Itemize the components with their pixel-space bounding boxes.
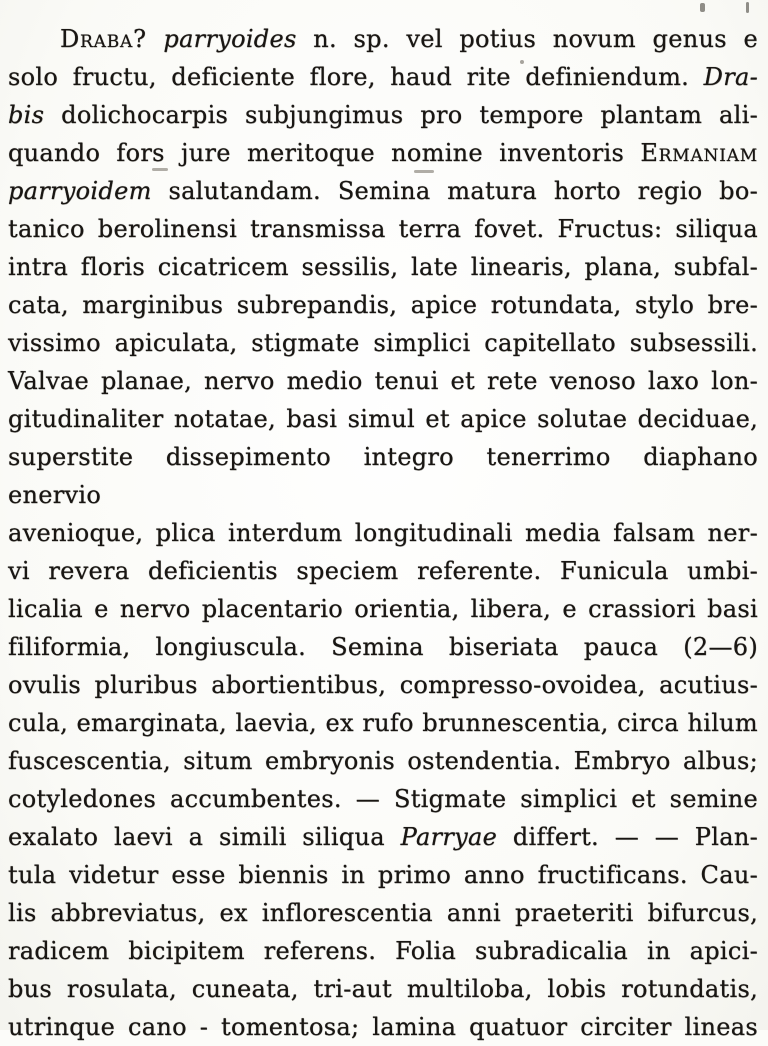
smallcaps-text-run: Draba? (60, 25, 147, 53)
text-line (8, 932, 758, 970)
text-line (8, 780, 758, 818)
text-line (8, 514, 758, 552)
scan-speck (700, 3, 705, 12)
text-line (8, 704, 758, 742)
text-run: tanico berolinensi transmissa terra fovet. Fructus: siliqua (8, 215, 758, 243)
italic-text-run: Parryae (400, 823, 498, 851)
text-line (8, 1008, 758, 1046)
italic-text-run: parryoidem (8, 177, 152, 205)
text-run: n. sp. vel potius novum genus e (296, 25, 758, 53)
text-block (8, 20, 758, 1046)
text-run: cata, marginibus subrepandis, apice rotundata, stylo bre- (8, 291, 758, 319)
text-line (8, 20, 758, 58)
italic-text-run: Dra- (703, 63, 758, 91)
text-line (8, 248, 758, 286)
text-line (8, 628, 758, 666)
text-line (8, 324, 758, 362)
text-line (8, 438, 758, 514)
text-run: cula, emarginata, laevia, ex rufo brunnescentia, circa hilum (8, 709, 758, 737)
text-run: filiformia, longiuscula. Semina biseriata pauca (2—6) (8, 633, 758, 661)
text-line (8, 552, 758, 590)
text-run: salutandam. Semina matura horto regio bo- (151, 177, 758, 205)
text-line (8, 590, 758, 628)
text-run: lis abbreviatus, ex inflorescentia anni praeteriti bifurcus, (8, 899, 758, 927)
text-line (8, 134, 758, 172)
text-run: quando fors jure meritoque nomine inventoris (8, 139, 641, 167)
text-run (147, 25, 164, 53)
text-run: gitudinaliter notatae, basi simul et apice solutae deciduae, (8, 405, 758, 433)
italic-text-run: bis (8, 101, 45, 129)
text-line (8, 894, 758, 932)
text-line (8, 818, 758, 856)
text-run: ovulis pluribus abortientibus, compresso-ovoidea, acutius- (8, 671, 758, 699)
text-run: cotyledones accumbentes. — Stigmate simplici et semine (8, 785, 758, 813)
smallcaps-text-run: Ermaniam (640, 139, 758, 167)
text-run: vi revera deficientis speciem referente. Funicula umbi- (8, 557, 758, 585)
text-run: differt. — — Plan- (497, 823, 758, 851)
text-line (8, 362, 758, 400)
italic-text-run: parryoides (163, 25, 297, 53)
text-run: solo fructu, deficiente flore, haud rite definiendum. (8, 63, 704, 91)
scan-speck (746, 2, 749, 13)
text-line (8, 210, 758, 248)
text-run: superstite dissepimento integro tenerrimo diaphano enervio (8, 443, 758, 509)
text-line (8, 172, 758, 210)
text-line (8, 856, 758, 894)
text-run: radicem bicipitem referens. Folia subradicalia in apici- (8, 937, 758, 965)
text-run: tula videtur esse biennis in primo anno fructificans. Cau- (8, 861, 758, 889)
text-line (8, 96, 758, 134)
text-run: exalato laevi a simili siliqua (8, 823, 401, 851)
text-run: bus rosulata, cuneata, tri-aut multiloba, lobis rotundatis, (8, 975, 758, 1003)
text-run: avenioque, plica interdum longitudinali media falsam ner- (8, 519, 758, 547)
text-run: utrinque cano - tomentosa; lamina quatuor circiter lineas (8, 1013, 758, 1041)
text-line (8, 58, 758, 96)
text-run: vissimo apiculata, stigmate simplici capitellato subsessili. (8, 329, 758, 357)
text-run: dolichocarpis subjungimus pro tempore plantam ali- (44, 101, 758, 129)
text-line (8, 666, 758, 704)
text-line (8, 286, 758, 324)
text-run: licalia e nervo placentario orientia, libera, e crassiori basi (8, 595, 758, 623)
text-run: fuscescentia, situm embryonis ostendentia. Embryo albus; (8, 747, 758, 775)
text-run: intra floris cicatricem sessilis, late linearis, plana, subfal- (8, 253, 758, 281)
text-line (8, 970, 758, 1008)
text-run: Valvae planae, nervo medio tenui et rete venoso laxo lon- (8, 367, 758, 395)
text-line (8, 742, 758, 780)
text-line (8, 400, 758, 438)
